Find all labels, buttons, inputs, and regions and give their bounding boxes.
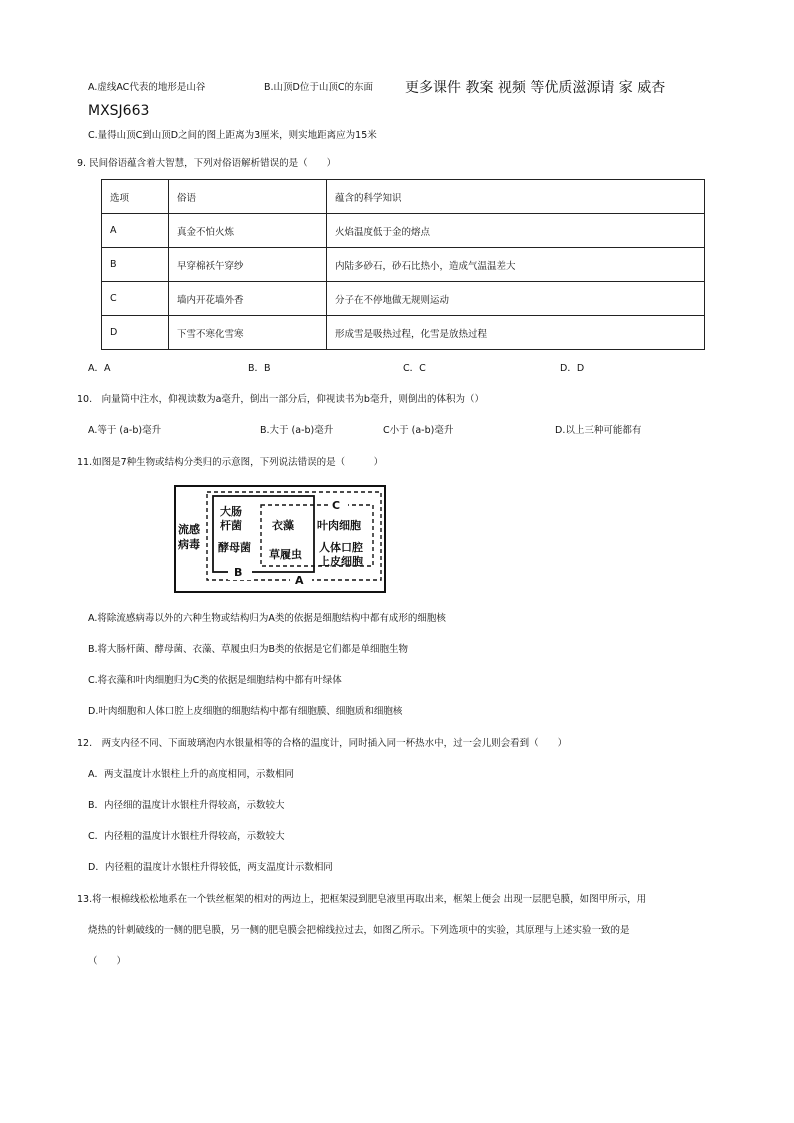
table-row [102, 248, 705, 282]
classification-diagram [174, 485, 386, 593]
q9-option-c: C．C [403, 363, 426, 374]
table-cell: 分子在不停地做无规则运动 [327, 282, 705, 316]
flu-label: 病毒 [178, 538, 200, 551]
q12-option-c: C．内径粗的温度计水银柱升得较高，示数较大 [88, 831, 285, 842]
group-a-label: A [295, 574, 304, 587]
table-header-row [102, 180, 705, 214]
q8-option-a: A.虚线AC代表的地形是山谷 [88, 82, 206, 93]
group-b-label: B [234, 566, 243, 579]
q10-option-d: D.以上三种可能都有 [555, 425, 642, 436]
q12-option-d: D．内径粗的温度计水银柱升得较低，两支温度计示数相同 [88, 862, 333, 873]
table-cell: 形成雪是吸热过程，化雪是放热过程 [327, 316, 705, 350]
q11-option-d: D.叶肉细胞和人体口腔上皮细胞的细胞结构中都有细胞膜、细胞质和细胞核 [88, 706, 403, 717]
q11-option-b: B.将大肠杆菌、酵母菌、衣藻、草履虫归为B类的依据是它们都是单细胞生物 [88, 644, 409, 655]
kelp-label: 衣藻 [272, 519, 294, 532]
q12-option-a: A．两支温度计水银柱上升的高度相同，示数相同 [88, 769, 294, 780]
table-cell: 下雪不寒化雪寒 [169, 316, 327, 350]
table-row [102, 282, 705, 316]
q11-stem: 11.如图是7种生物或结构分类归的示意图，下列说法错误的是（ ） [77, 457, 384, 468]
table-cell: C [102, 282, 169, 316]
q12-stem: 12. 两支内径不同、下面玻璃泡内水银量相等的合格的温度计，同时插入同一杯热水中，过一会儿则会看到（ ） [77, 738, 568, 749]
paramecium-label: 草履虫 [269, 548, 302, 561]
q9-option-d: D．D [560, 363, 585, 374]
q13-stem-line1: 13.将一根棉线松松地系在一个铁丝框架的相对的两边上，把框架浸到肥皂液里再取出来，框架上便会 出现一层肥皂膜，如图甲所示，用 [77, 894, 647, 905]
ecoli-label: 杆菌 [220, 519, 242, 532]
table-cell: 墙内开花墙外香 [169, 282, 327, 316]
q10-option-b: B.大于 (a-b)毫升 [260, 425, 334, 436]
q9-option-b: B．B [248, 363, 271, 374]
q10-option-c: C小于 (a-b)毫升 [383, 425, 454, 436]
table-header-cell: 蕴含的科学知识 [327, 180, 705, 214]
table-cell: A [102, 214, 169, 248]
yeast-label: 酵母菌 [218, 541, 251, 554]
ecoli-label: 大肠 [220, 505, 242, 518]
cheek-cell-label: 人体口腔 [319, 541, 363, 554]
q10-option-a: A.等于 (a-b)毫升 [88, 425, 162, 436]
q9-stem: 9. 民间俗语蕴含着大智慧，下列对俗语解析错误的是（ ） [77, 158, 337, 169]
ad-text: 更多课件 教案 视频 等优质滋源请 家 威杏 [405, 80, 666, 96]
group-c-label: C [332, 499, 341, 512]
q10-stem: 10. 向量筒中注水，仰视读数为a毫升，倒出一部分后，仰视读书为b毫升，则倒出的体积为（） [77, 394, 484, 405]
q13-stem-line3: （ ） [88, 956, 127, 967]
table-cell: 内陆多砂石，砂石比热小，造成气温温差大 [327, 248, 705, 282]
table-header-cell: 俗语 [169, 180, 327, 214]
table-cell: B [102, 248, 169, 282]
table-cell: 真金不怕火炼 [169, 214, 327, 248]
table-cell: 火焰温度低于金的熔点 [327, 214, 705, 248]
q8-option-c: C.量得山顶C到山顶D之间的图上距离为3厘米，则实地距离应为15米 [88, 130, 377, 141]
table-header-cell: 选项 [102, 180, 169, 214]
q9-table [101, 179, 705, 350]
cheek-cell-label: 上皮细胞 [319, 555, 363, 568]
table-row [102, 214, 705, 248]
q11-option-a: A.将除流感病毒以外的六种生物或结构归为A类的依据是细胞结构中都有成形的细胞核 [88, 613, 446, 624]
q9-option-a: A．A [88, 363, 111, 374]
table-row [102, 316, 705, 350]
q11-option-c: C.将衣藻和叶肉细胞归为C类的依据是细胞结构中都有叶绿体 [88, 675, 342, 686]
q8-option-b: B.山顶D位于山顶C的东面 [264, 82, 373, 93]
q12-option-b: B．内径细的温度计水银柱升得较高，示数较大 [88, 800, 285, 811]
flu-label: 流感 [178, 523, 200, 536]
q13-stem-line2: 烧热的针刺破线的一侧的肥皂膜，另一侧的肥皂膜会把棉线拉过去，如图乙所示。下列选项中的实验，其原理与上述实验一致的是 [88, 925, 630, 936]
table-cell: 早穿棉袄午穿纱 [169, 248, 327, 282]
leaf-cell-label: 叶肉细胞 [317, 519, 361, 532]
ad-code: MXSJ663 [88, 103, 150, 119]
table-cell: D [102, 316, 169, 350]
